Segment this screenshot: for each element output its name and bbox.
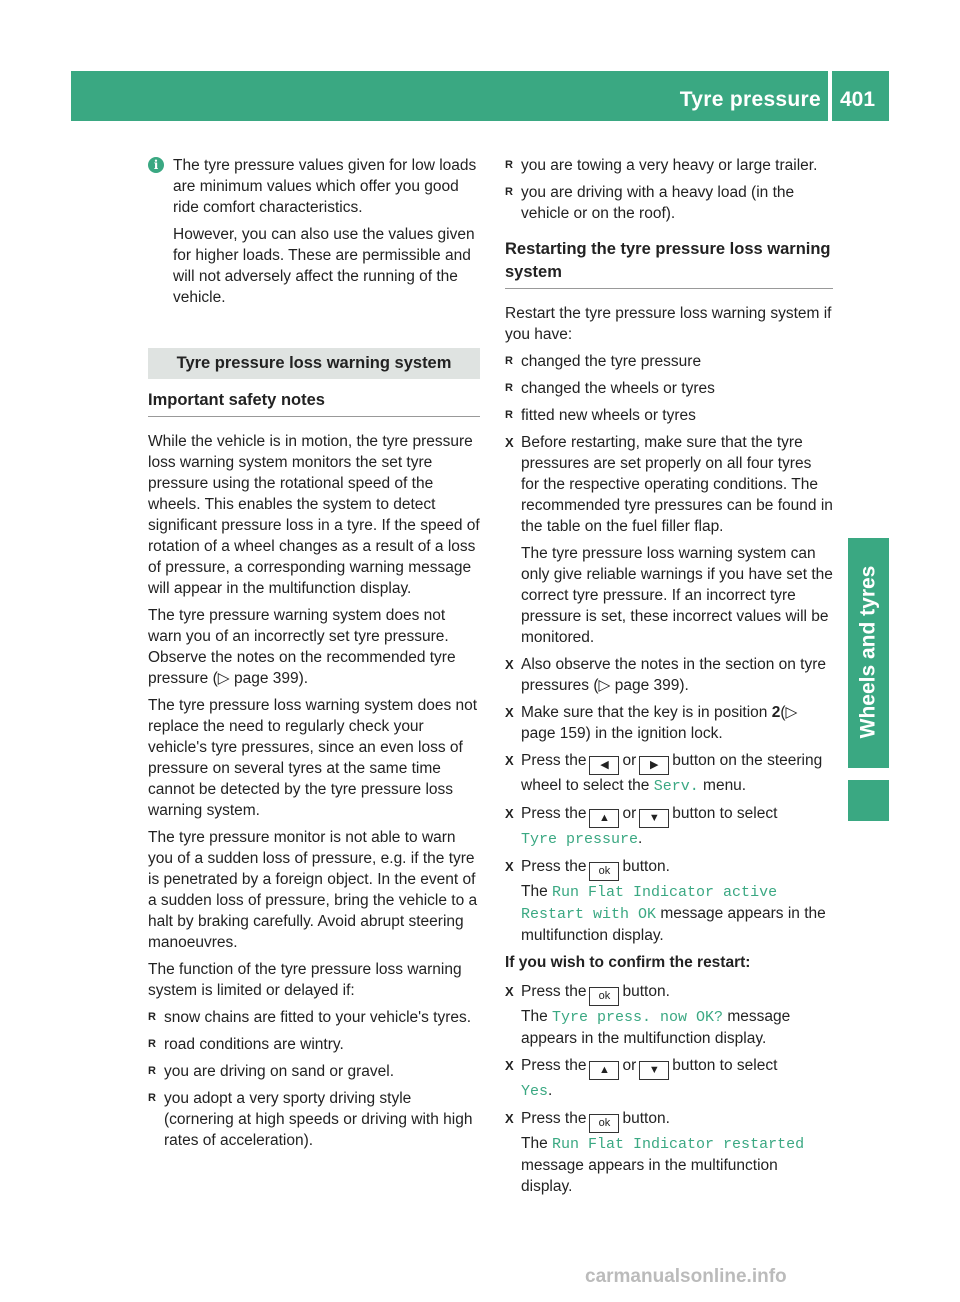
step-text: button. (622, 858, 670, 875)
ok-key-icon: ok (589, 1114, 619, 1133)
right-column (505, 155, 833, 1203)
info-paragraph: The tyre pressure values given for low loads are minimum values which offer you good ride comfort characteristics. (173, 157, 477, 216)
step-text: The (521, 1008, 548, 1025)
step-item (505, 856, 833, 946)
step-text: or (622, 752, 637, 769)
display-message: Restart with OK (521, 906, 657, 923)
display-message: Tyre press. now OK? (552, 1009, 724, 1026)
step-item (505, 1055, 833, 1102)
step-text: button to select (672, 805, 778, 822)
list-item: R you are driving on sand or gravel. (148, 1061, 480, 1082)
step-text: button. (622, 1110, 670, 1127)
list-item: R you are towing a very heavy or large trailer. (505, 155, 833, 176)
step-item: X Also observe the notes in the section on tyre pressures (▷ page 399). (505, 654, 833, 696)
step-text: message appears in the multifunction display. (521, 1157, 778, 1195)
key-position: 2 (771, 704, 781, 721)
step-text: menu. (703, 777, 747, 794)
step-text: message appears in the multifunction display. (521, 905, 826, 944)
display-message: Run Flat Indicator active (552, 884, 778, 901)
list-item: R snow chains are fitted to your vehicle's tyres. (148, 1007, 480, 1028)
step-text: or (622, 805, 637, 822)
display-menu-name: Serv. (653, 778, 699, 795)
list-item: R road conditions are wintry. (148, 1034, 480, 1055)
step-text: button to select (672, 1057, 778, 1074)
step-text: button on the steering wheel to select the (521, 752, 823, 794)
ok-key-icon: ok (589, 987, 619, 1006)
step-text: or (622, 1057, 637, 1074)
section-title: Tyre pressure loss warning system (148, 348, 480, 379)
step-item (505, 1108, 833, 1197)
down-arrow-key-icon: ▼ (639, 809, 669, 828)
step-text: Make sure that the key is in position (521, 704, 772, 721)
list-item: R changed the wheels or tyres (505, 378, 833, 399)
step-item (505, 750, 833, 797)
info-note (148, 155, 480, 308)
step-item (505, 432, 833, 648)
watermark: carmanualsonline.info (585, 1266, 787, 1287)
subheading: Restarting the tyre pressure loss warning system (505, 238, 833, 289)
step-text: The tyre pressure loss warning system can only give reliable warnings if you have set the correct tyre pressure. If an incorrect tyre pressure is set, these incorrect values will be monitored. (521, 545, 833, 646)
step-item (505, 981, 833, 1049)
list-item: R you adopt a very sporty driving style (cornering at high speeds or driving with high rates of acceleration). (148, 1088, 480, 1151)
subheading: If you wish to confirm the restart: (505, 954, 751, 971)
display-menu-name: Yes (521, 1083, 549, 1100)
paragraph: The tyre pressure loss warning system does not replace the need to regularly check your vehicle's tyre pressures, since an even loss of pressure on several tyres at the same time cannot be detected by the tyre pressure loss warning system. (148, 697, 478, 819)
step-text: (▷ page 159) in the ignition lock. (521, 704, 798, 742)
punctuation: . (638, 830, 643, 847)
list-item: R fitted new wheels or tyres (505, 405, 833, 426)
ok-key-icon: ok (589, 862, 619, 881)
info-paragraph: However, you can also use the values given for higher loads. These are permissible and will not adversely affect the running of the vehicle. (173, 226, 475, 306)
display-message: Run Flat Indicator restarted (552, 1136, 805, 1153)
step-item (505, 803, 833, 850)
step-text: button. (622, 983, 670, 1000)
paragraph: The tyre pressure warning system does not warn you of an incorrectly set tyre pressure. Observe the notes on the recommended tyre pressure (▷ page 399). (148, 607, 456, 687)
step-text: Press the (521, 983, 587, 1000)
step-text: Press the (521, 858, 587, 875)
list-item: R changed the tyre pressure (505, 351, 833, 372)
step-text: The (521, 883, 548, 900)
page-number: 401 (840, 88, 876, 111)
up-arrow-key-icon: ▲ (589, 1061, 619, 1080)
info-icon: i (148, 157, 164, 173)
step-text: message appears in the multifunction display. (521, 1008, 791, 1047)
up-arrow-key-icon: ▲ (589, 809, 619, 828)
step-item (505, 702, 833, 744)
chapter-tab-label: Wheels and tyres (856, 565, 880, 739)
step-text: The (521, 1135, 548, 1152)
subheading: Important safety notes (148, 389, 480, 417)
step-text: Press the (521, 805, 587, 822)
display-menu-name: Tyre pressure (521, 831, 639, 848)
step-text: Press the (521, 1110, 587, 1127)
paragraph: The tyre pressure monitor is not able to warn you of a sudden loss of pressure, e.g. if the tyre is penetrated by a foreign object. In the event of a sudden loss of pressure, bring the vehicle to a halt by braking carefully. Avoid abrupt steering manoeuvres. (148, 829, 478, 951)
down-arrow-key-icon: ▼ (639, 1061, 669, 1080)
step-text: Press the (521, 1057, 587, 1074)
step-text: Press the (521, 752, 587, 769)
paragraph: The function of the tyre pressure loss warning system is limited or delayed if: (148, 961, 462, 999)
right-arrow-key-icon: ▶ (639, 756, 669, 775)
paragraph: While the vehicle is in motion, the tyre pressure loss warning system monitors the set tyre pressure using the rotational speed of the wheels. This enables the system to detect significant pressure loss in a tyre. If the speed of rotation of a wheel changes as a result of a loss of pressure, a corresponding warning message will appear in the multifunction display. (148, 433, 480, 597)
chapter-marker (848, 780, 889, 821)
list-item: R you are driving with a heavy load (in the vehicle or on the roof). (505, 182, 833, 224)
paragraph: Restart the tyre pressure loss warning system if you have: (505, 305, 832, 343)
step-text: X Before restarting, make sure that the tyre pressures are set properly on all four tyres for the respective operating conditions. The recommended tyre pressures can be found in the table on the fuel filler flap. (521, 434, 833, 535)
punctuation: . (548, 1082, 553, 1099)
header-divider (828, 71, 832, 121)
page-section-title: Tyre pressure (679, 88, 821, 111)
left-arrow-key-icon: ◀ (589, 756, 619, 775)
left-column (148, 155, 480, 1157)
